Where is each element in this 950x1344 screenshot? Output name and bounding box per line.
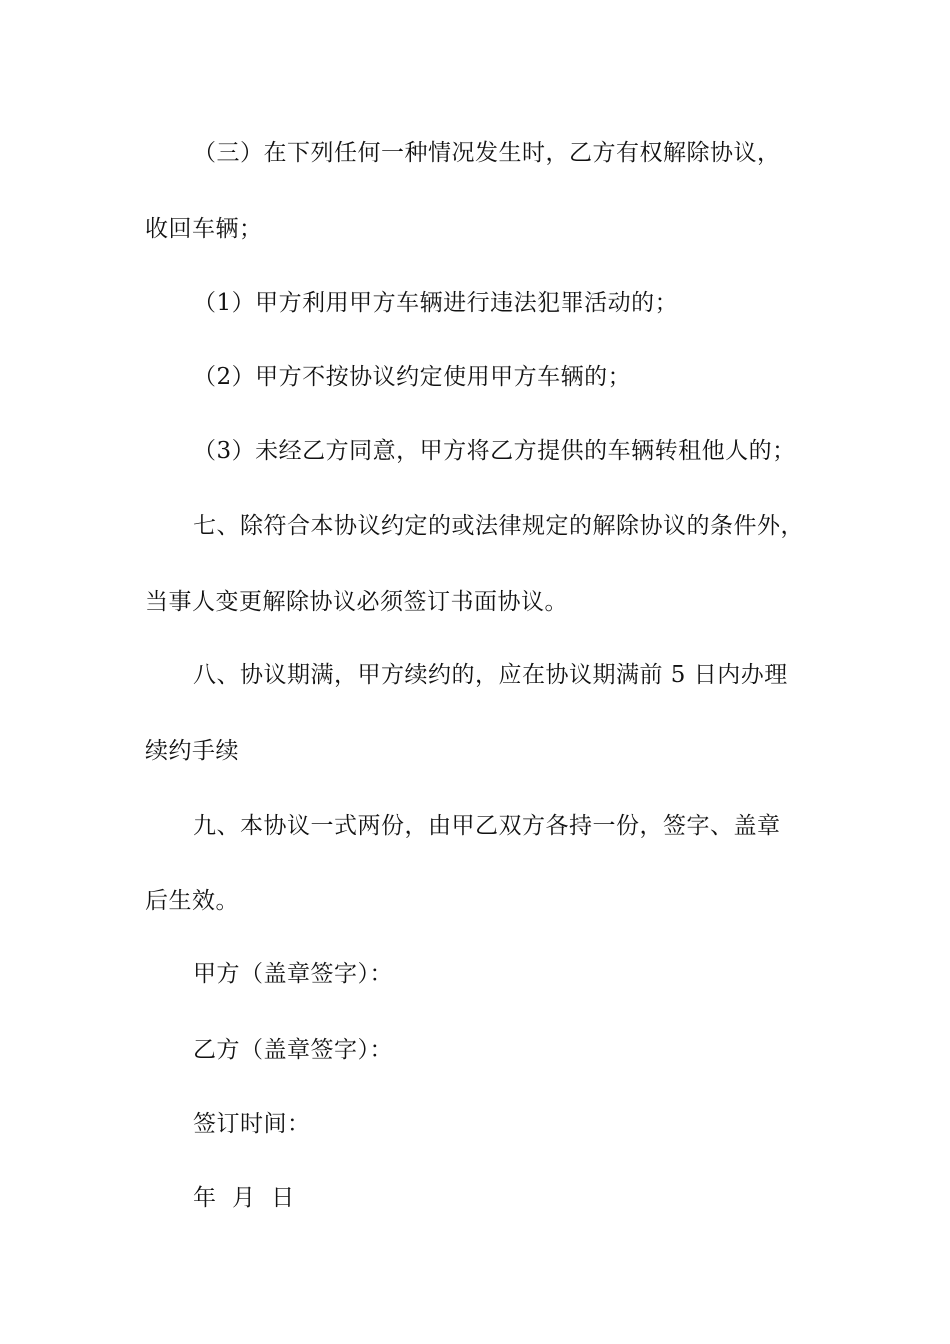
- clause-3-item-1: （1）甲方利用甲方车辆进行违法犯罪活动的；: [193, 290, 679, 316]
- clause-3-item-3: （3）未经乙方同意，甲方将乙方提供的车辆转租他人的；: [193, 438, 796, 464]
- signing-time-label: 签订时间：: [193, 1111, 311, 1137]
- party-b-signature: 乙方（盖章签字）：: [193, 1037, 393, 1063]
- clause-9-line-1: 九、本协议一式两份，由甲乙双方各持一份，签字、盖章: [193, 813, 781, 839]
- clause-7-line-2: 当事人变更解除协议必须签订书面协议。: [145, 589, 568, 615]
- clause-3-line-1: （三）在下列任何一种情况发生时，乙方有权解除协议，: [193, 140, 781, 166]
- date-line: 年 月 日: [193, 1185, 295, 1211]
- clause-9-line-2: 后生效。: [145, 888, 239, 914]
- clause-8-line-1: 八、协议期满，甲方续约的，应在协议期满前 5 日内办理: [193, 662, 788, 688]
- clause-8-line-2: 续约手续: [145, 738, 239, 764]
- clause-3-item-2: （2）甲方不按协议约定使用甲方车辆的；: [193, 364, 632, 390]
- clause-7-line-1: 七、除符合本协议约定的或法律规定的解除协议的条件外，: [193, 513, 804, 539]
- clause-3-line-2: 收回车辆；: [145, 216, 263, 242]
- party-a-signature: 甲方（盖章签字）：: [193, 961, 393, 987]
